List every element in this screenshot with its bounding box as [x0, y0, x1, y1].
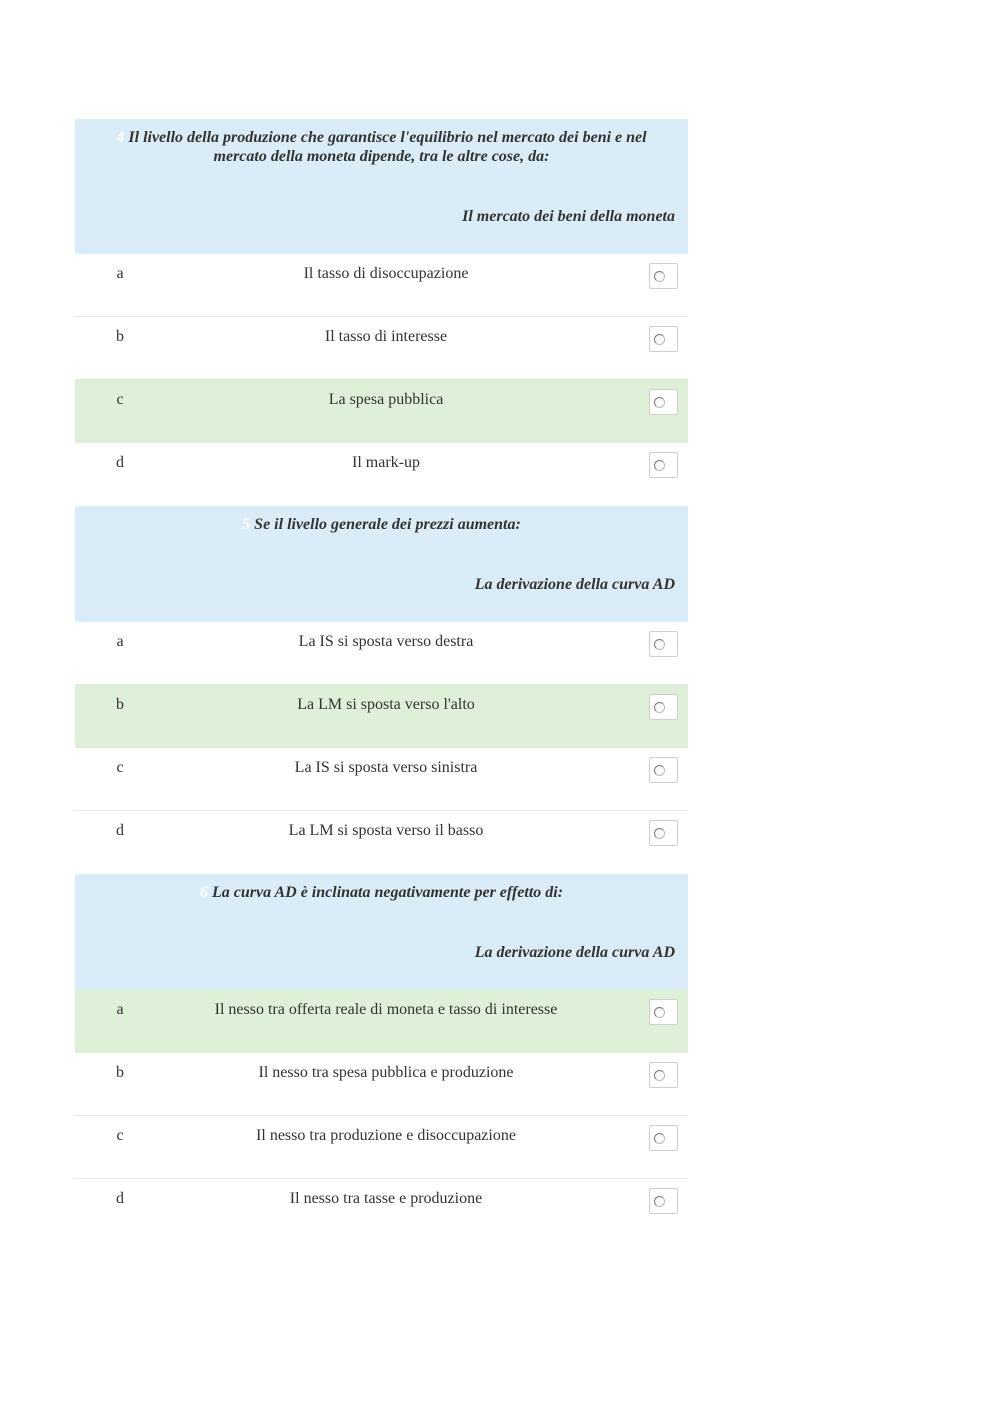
option-text: La LM si sposta verso il basso [288, 822, 484, 839]
option-text: Il nesso tra offerta reale di moneta e tasso di interesse [214, 1001, 558, 1018]
question-block [75, 506, 688, 874]
option-radio-box[interactable] [649, 1062, 678, 1088]
radio-button-icon[interactable] [654, 639, 665, 650]
answer-option-correct[interactable] [75, 380, 688, 443]
radio-button-icon[interactable] [654, 397, 665, 408]
option-radio-box[interactable] [649, 452, 678, 478]
answer-option-correct[interactable] [75, 990, 688, 1053]
option-radio-box[interactable] [649, 999, 678, 1025]
option-letter: d [116, 822, 124, 839]
question-text: Il livello della produzione che garantisce l'equilibrio nel mercato dei beni e nel mercato della moneta dipende, tra le altre cose, da: [128, 129, 647, 165]
question-number: 5 [242, 516, 251, 533]
option-radio-box[interactable] [649, 694, 678, 720]
option-letter: a [116, 1001, 124, 1018]
option-letter: c [116, 1127, 124, 1144]
radio-button-icon[interactable] [654, 1133, 665, 1144]
option-text: Il nesso tra tasse e produzione [289, 1190, 483, 1207]
radio-button-icon[interactable] [654, 334, 665, 345]
option-radio-box[interactable] [649, 1188, 678, 1214]
answer-option[interactable] [75, 317, 688, 380]
option-text: Il nesso tra produzione e disoccupazione [256, 1127, 516, 1144]
answer-option[interactable] [75, 811, 688, 874]
question-number: 6 [199, 884, 208, 901]
radio-button-icon[interactable] [654, 765, 665, 776]
question-topic: Il mercato dei beni della moneta [462, 208, 675, 225]
quiz-container [75, 119, 688, 1242]
option-letter: b [116, 1064, 124, 1081]
option-text: La IS si sposta verso destra [298, 633, 474, 650]
option-letter: b [116, 328, 124, 345]
radio-button-icon[interactable] [654, 828, 665, 839]
answer-option[interactable] [75, 748, 688, 811]
option-text: Il mark-up [352, 454, 420, 471]
question-title [75, 874, 688, 902]
question-title [75, 119, 688, 166]
radio-button-icon[interactable] [654, 460, 665, 471]
option-letter: b [116, 696, 124, 713]
option-text: La IS si sposta verso sinistra [294, 759, 478, 776]
option-text: Il tasso di interesse [324, 328, 448, 345]
radio-button-icon[interactable] [654, 702, 665, 713]
option-letter: c [116, 391, 124, 408]
question-text: Se il livello generale dei prezzi aumenta: [254, 516, 521, 533]
answer-option[interactable] [75, 254, 688, 317]
option-radio-box[interactable] [649, 389, 678, 415]
option-letter: a [116, 265, 124, 282]
answer-option[interactable] [75, 1179, 688, 1242]
answer-option[interactable] [75, 1053, 688, 1116]
option-radio-box[interactable] [649, 1125, 678, 1151]
option-text: Il nesso tra spesa pubblica e produzione [258, 1064, 514, 1081]
option-letter: d [116, 1190, 124, 1207]
radio-button-icon[interactable] [654, 1007, 665, 1018]
option-radio-box[interactable] [649, 820, 678, 846]
option-text: La LM si sposta verso l'alto [297, 696, 475, 713]
radio-button-icon[interactable] [654, 271, 665, 282]
radio-button-icon[interactable] [654, 1196, 665, 1207]
question-topic: La derivazione della curva AD [474, 944, 675, 961]
answer-option[interactable] [75, 443, 688, 506]
option-letter: c [116, 759, 124, 776]
question-block [75, 119, 688, 506]
option-letter: a [116, 633, 124, 650]
question-topic: La derivazione della curva AD [474, 576, 675, 593]
answer-option[interactable] [75, 622, 688, 685]
answer-option[interactable] [75, 1116, 688, 1179]
radio-button-icon[interactable] [654, 1070, 665, 1081]
question-text: La curva AD è inclinata negativamente per effetto di: [211, 884, 564, 901]
option-text: La spesa pubblica [328, 391, 444, 408]
option-radio-box[interactable] [649, 326, 678, 352]
option-text: Il tasso di disoccupazione [303, 265, 469, 282]
question-header [75, 119, 688, 254]
question-header [75, 874, 688, 990]
option-radio-box[interactable] [649, 757, 678, 783]
answer-option-correct[interactable] [75, 685, 688, 748]
question-block [75, 874, 688, 1242]
option-letter: d [116, 454, 124, 471]
question-number: 4 [116, 129, 125, 146]
option-radio-box[interactable] [649, 631, 678, 657]
option-radio-box[interactable] [649, 263, 678, 289]
question-title [75, 506, 688, 534]
question-header [75, 506, 688, 622]
